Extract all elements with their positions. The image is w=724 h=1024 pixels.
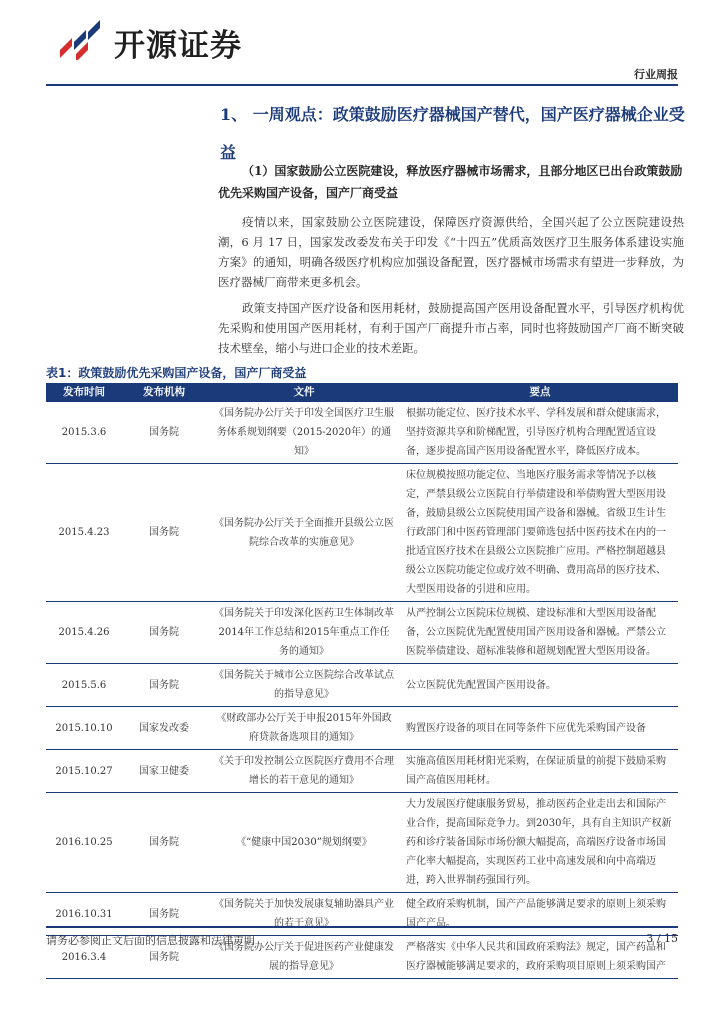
header-divider	[46, 84, 678, 86]
header-key: 要点	[402, 383, 678, 402]
lead-paragraph: （1）国家鼓励公立医院建设，释放医疗器械市场需求，且部分地区已出台政策鼓励优先采购国产设备，国产厂商受益	[218, 164, 683, 200]
table-caption: 表1：政策鼓励优先采购国产设备，国产厂商受益	[46, 366, 307, 380]
cell-org: 国务院	[122, 464, 206, 602]
cell-key: 健全政府采购机制，国产产品能够满足要求的原则上须采购国产产品。	[402, 893, 678, 936]
cell-date: 2015.4.26	[46, 602, 122, 664]
cell-doc: 《国务院关于加快发展康复辅助器具产业的若干意见》	[206, 893, 402, 936]
table-row	[46, 750, 678, 793]
cell-key: 从严控制公立医院床位规模、建设标准和大型医用设备配备，公立医院优先配置使用国产医用设备和器械。严禁公立医院举债建设、超标准装修和超规划配置大型医用设备。	[402, 602, 678, 664]
body-paragraph-2: 政策支持国产医疗设备和医用耗材，鼓励提高国产医用设备配置水平，引导医疗机构优先采购和使用国产医用耗材，有利于国产厂商提升市占率，同时也将鼓励国产厂商不断突破技术壁垒，缩小与进口企业的技术差距。	[218, 301, 684, 355]
logo-text: 开源证券	[114, 28, 242, 64]
table-row	[46, 893, 678, 936]
cell-org: 国务院	[122, 936, 206, 979]
cell-date: 2015.10.27	[46, 750, 122, 793]
cell-doc: 《国务院办公厅关于印发全国医疗卫生服务体系规划纲要（2015-2020年）的通知》	[206, 402, 402, 464]
cell-org: 国务院	[122, 793, 206, 893]
cell-org: 国务院	[122, 893, 206, 936]
section-title: 1、 一周观点：政策鼓励医疗器械国产替代，国产医疗器械企业受益	[220, 105, 685, 162]
cell-date: 2015.4.23	[46, 464, 122, 602]
cell-doc: 《财政部办公厅关于申报2015年外国政府贷款备选项目的通知》	[206, 707, 402, 750]
cell-org: 国务院	[122, 664, 206, 707]
cell-key: 严格落实《中华人民共和国政府采购法》规定，国产药品和医疗器械能够满足要求的，政府采购项目原则上须采购国产	[402, 936, 678, 979]
table-header-row	[46, 383, 678, 402]
header-org: 发布机构	[122, 383, 206, 402]
cell-doc: 《国务院关于印发深化医药卫生体制改革2014年工作总结和2015年重点工作任务的通知》	[206, 602, 402, 664]
cell-doc: 《关于印发控制公立医院医疗费用不合理增长的若干意见的通知》	[206, 750, 402, 793]
table-row	[46, 793, 678, 893]
cell-org: 国家发改委	[122, 707, 206, 750]
company-logo	[58, 18, 298, 62]
cell-doc: 《“健康中国2030”规划纲要》	[206, 793, 402, 893]
policy-table	[46, 383, 678, 979]
cell-date: 2016.10.31	[46, 893, 122, 936]
cell-doc: 《国务院办公厅关于全面推开县级公立医院综合改革的实施意见》	[206, 464, 402, 602]
table-row	[46, 402, 678, 464]
cell-org: 国家卫健委	[122, 750, 206, 793]
cell-org: 国务院	[122, 402, 206, 464]
footer-disclaimer: 请务必参阅正文后面的信息披露和法律声明	[46, 934, 255, 947]
table-row	[46, 664, 678, 707]
cell-doc: 《国务院关于城市公立医院综合改革试点的指导意见》	[206, 664, 402, 707]
cell-date: 2016.3.4	[46, 936, 122, 979]
table-row	[46, 707, 678, 750]
cell-key: 公立医院优先配置国产医用设备。	[402, 664, 678, 707]
cell-doc: 《国务院办公厅关于促进医药产业健康发展的指导意见》	[206, 936, 402, 979]
cell-key: 床位规模按照功能定位、当地医疗服务需求等情况予以核定，严禁县级公立医院自行举债建设和举债购置大型医用设备，鼓励县级公立医院使用国产设备和器械。省级卫生计生行政部门和中医药管理部门要筛选包括中医药技术在内的一批适宜医疗技术在县级公立医院推广应用。严格控制超越县级公立医院功能定位或疗效不明确、费用高昂的医疗技术、大型医用设备的引进和应用。	[402, 464, 678, 602]
cell-key: 大力发展医疗健康服务贸易，推动医药企业走出去和国际产业合作，提高国际竞争力。到2030年，具有自主知识产权新药和诊疗装备国际市场份额大幅提高，高端医疗设备市场国产化率大幅提高，实现医药工业中高速发展和向中高端迈进，跨入世界制药强国行列。	[402, 793, 678, 893]
cell-date: 2016.10.25	[46, 793, 122, 893]
cell-key: 购置医疗设备的项目在同等条件下应优先采购国产设备	[402, 707, 678, 750]
report-type-label: 行业周报	[634, 68, 678, 81]
cell-key: 实施高值医用耗材阳光采购，在保证质量的前提下鼓励采购国产高值医用耗材。	[402, 750, 678, 793]
cell-date: 2015.10.10	[46, 707, 122, 750]
body-paragraph-1: 疫情以来，国家鼓励公立医院建设，保障医疗资源供给，全国兴起了公立医院建设热潮，6 月 17 日，国家发改委发布关于印发《“十四五”优质高效医疗卫生服务体系建设实施方案》的通知，明确各级医疗机构应加强设备配置，医疗器械市场需求有望进一步释放，为医疗器械厂商带来更多机会。	[218, 215, 684, 289]
table-row	[46, 464, 678, 602]
cell-org: 国务院	[122, 602, 206, 664]
cell-date: 2015.3.6	[46, 402, 122, 464]
table-row	[46, 602, 678, 664]
header-doc: 文件	[206, 383, 402, 402]
cell-key: 根据功能定位、医疗技术水平、学科发展和群众健康需求，坚持资源共享和阶梯配置，引导医疗机构合理配置适宜设备，逐步提高国产医用设备配置水平，降低医疗成本。	[402, 402, 678, 464]
footer-divider	[46, 926, 678, 928]
cell-date: 2015.5.6	[46, 664, 122, 707]
page-number: 3 / 15	[646, 932, 678, 945]
header-date: 发布时间	[46, 383, 122, 402]
logo-mark-icon	[58, 20, 104, 60]
